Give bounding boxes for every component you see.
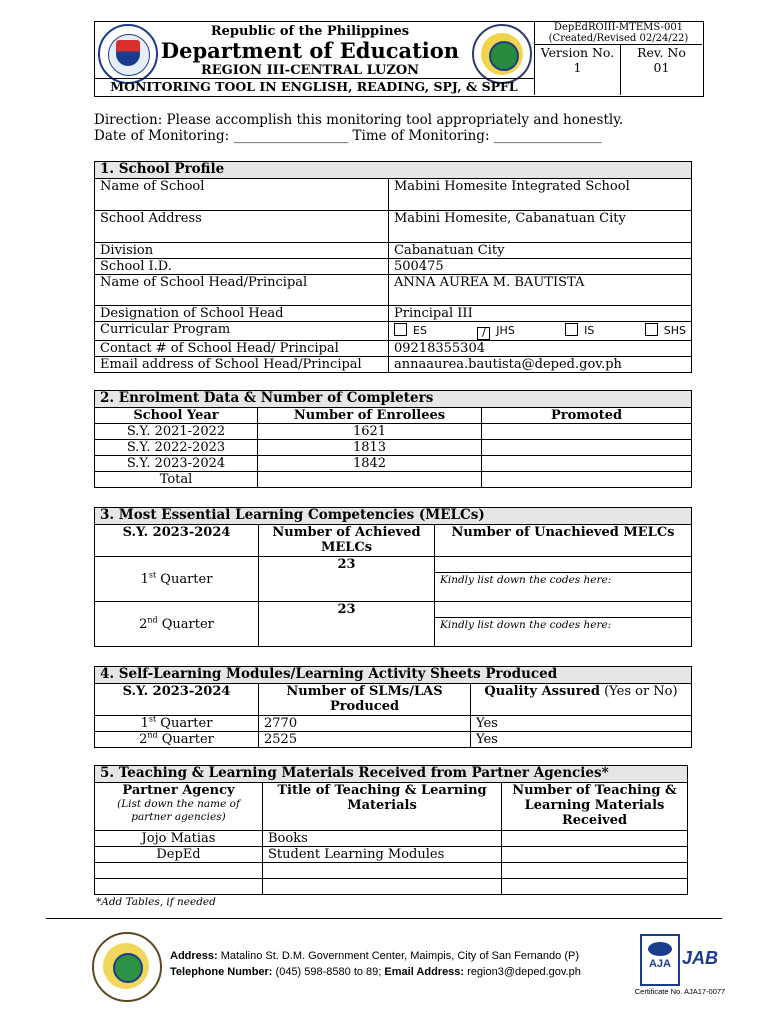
profile-value: Cabanatuan City <box>389 243 692 259</box>
column-header: S.Y. 2023-2024 <box>95 684 259 716</box>
checkbox-jhs[interactable]: / <box>477 327 490 340</box>
profile-label: Contact # of School Head/ Principal <box>95 341 389 357</box>
header-republic: Republic of the Philippines <box>210 24 410 39</box>
profile-label: School Address <box>95 211 389 243</box>
column-header: Number of SLMs/LAS Produced <box>259 684 471 716</box>
quality-assured-hint: (Yes or No) <box>599 684 678 699</box>
address-label: Address: <box>170 950 218 962</box>
enrollees-cell: 1813 <box>258 440 482 456</box>
enrollees-cell: 1842 <box>258 456 482 472</box>
codes-note[interactable]: Kindly list down the codes here: <box>435 618 692 647</box>
slm-count-cell: 2525 <box>259 732 471 748</box>
profile-value: 09218355304 <box>389 341 692 357</box>
title-cell: Books <box>263 831 502 847</box>
slm-table <box>94 666 692 748</box>
aja-cert-logo-icon <box>640 934 680 986</box>
option-es[interactable] <box>394 323 427 340</box>
profile-value: ANNA AUREA M. BAUTISTA <box>389 275 692 306</box>
quarter-cell <box>95 602 259 647</box>
option-label: SHS <box>663 324 686 337</box>
quarter-number: 1 <box>140 571 149 587</box>
column-header: Promoted <box>482 408 692 424</box>
deped-footer-seal-icon <box>92 932 162 1002</box>
agency-cell[interactable] <box>95 879 263 895</box>
agency-cell: DepEd <box>95 847 263 863</box>
option-label: ES <box>413 324 427 337</box>
partner-agency-header: Partner Agency <box>122 783 235 798</box>
column-header: School Year <box>95 408 258 424</box>
promoted-cell[interactable] <box>482 424 692 440</box>
option-is[interactable] <box>565 323 594 340</box>
profile-label: Name of School Head/Principal <box>95 275 389 306</box>
quarter-suffix: st <box>148 570 157 580</box>
qa-cell: Yes <box>471 716 692 732</box>
quarter-number: 2 <box>139 616 148 632</box>
quarter-word: Quarter <box>156 571 213 587</box>
section-heading: 4. Self-Learning Modules/Learning Activity Sheets Produced <box>95 667 692 684</box>
version-value: 1 <box>573 60 582 75</box>
header-department: Department of Education <box>160 38 460 63</box>
agency-cell: Jojo Matias <box>95 831 263 847</box>
option-shs[interactable] <box>645 323 686 340</box>
promoted-cell[interactable] <box>482 440 692 456</box>
footer-divider <box>46 918 722 919</box>
column-header <box>95 783 263 831</box>
title-cell[interactable] <box>263 879 502 895</box>
version-block <box>535 45 620 75</box>
title-cell: Student Learning Modules <box>263 847 502 863</box>
profile-label: Curricular Program <box>95 322 389 341</box>
achieved-cell: 23 <box>259 557 435 602</box>
quarter-cell <box>95 716 259 732</box>
quarter-number: 2 <box>139 732 148 747</box>
checkbox-es[interactable] <box>394 323 407 336</box>
doc-created: (Created/Revised 02/24/22) <box>548 33 689 44</box>
column-header: Number of Unachieved MELCs <box>435 525 692 557</box>
column-header: Title of Teaching & Learning Materials <box>263 783 502 831</box>
column-header: Number of Achieved MELCs <box>259 525 435 557</box>
email-label: Email Address: <box>384 966 465 978</box>
profile-value: annaaurea.bautista@deped.gov.ph <box>389 357 692 373</box>
quarter-suffix: st <box>148 715 157 724</box>
quarter-word: Quarter <box>157 732 214 747</box>
year-cell: S.Y. 2023-2024 <box>95 456 258 472</box>
option-label: JHS <box>496 324 515 337</box>
checkbox-shs[interactable] <box>645 323 658 336</box>
option-jhs[interactable] <box>477 323 515 340</box>
monitoring-date-time: Date of Monitoring: _________________ Time of Monitoring: ________________ <box>94 128 602 144</box>
count-cell[interactable] <box>502 831 688 847</box>
footer-contact <box>170 966 581 978</box>
materials-table <box>94 765 688 895</box>
add-tables-note: *Add Tables, if needed <box>96 896 216 908</box>
revision-label: Rev. No <box>637 45 686 60</box>
certificate-number: Certificate No. AJA17-0077 <box>634 987 726 996</box>
doc-code-block <box>535 22 702 44</box>
region-seal-icon <box>472 24 532 84</box>
quarter-cell <box>95 732 259 748</box>
profile-label: Designation of School Head <box>95 306 389 322</box>
profile-label: Email address of School Head/Principal <box>95 357 389 373</box>
school-profile-table <box>94 161 692 373</box>
jab-accreditation-logo-icon <box>680 934 720 982</box>
section-heading: 5. Teaching & Learning Materials Received from Partner Agencies* <box>95 766 688 783</box>
partner-agency-note: (List down the name of partner agencies) <box>117 798 240 823</box>
count-cell[interactable] <box>502 847 688 863</box>
enrolment-table <box>94 390 692 488</box>
profile-label: School I.D. <box>95 259 389 275</box>
email-value: region3@deped.gov.ph <box>464 966 581 978</box>
title-cell[interactable] <box>263 863 502 879</box>
address-value: Matalino St. D.M. Government Center, Maimpis, City of San Fernando (P) <box>217 950 579 962</box>
codes-note[interactable]: Kindly list down the codes here: <box>435 573 692 602</box>
profile-value: Principal III <box>389 306 692 322</box>
quarter-suffix: nd <box>147 731 158 740</box>
deped-seal-icon <box>98 24 158 84</box>
melcs-table <box>94 507 692 647</box>
direction-text: Direction: Please accomplish this monitoring tool appropriately and honestly. <box>94 112 624 128</box>
quarter-number: 1 <box>140 716 149 731</box>
profile-value: 500475 <box>389 259 692 275</box>
curricular-options <box>389 322 692 341</box>
profile-value: Mabini Homesite, Cabanatuan City <box>389 211 692 243</box>
profile-label: Division <box>95 243 389 259</box>
total-label: Total <box>95 472 258 488</box>
year-cell: S.Y. 2021-2022 <box>95 424 258 440</box>
quarter-word: Quarter <box>157 616 214 632</box>
section-heading: 3. Most Essential Learning Competencies (MELCs) <box>95 508 692 525</box>
quarter-word: Quarter <box>156 716 213 731</box>
qa-cell: Yes <box>471 732 692 748</box>
achieved-cell: 23 <box>259 602 435 647</box>
doc-code: DepEdROIII-MTEMS-001 <box>553 22 684 33</box>
column-header <box>471 684 692 716</box>
promoted-cell[interactable] <box>482 472 692 488</box>
aja-logo-text: AJA <box>648 958 671 970</box>
promoted-cell[interactable] <box>482 456 692 472</box>
revision-block <box>621 45 702 75</box>
column-header: Number of Enrollees <box>258 408 482 424</box>
section-heading: 1. School Profile <box>95 162 692 179</box>
quality-assured-label: Quality Assured <box>484 684 600 699</box>
agency-cell[interactable] <box>95 863 263 879</box>
column-header: Number of Teaching & Learning Materials Received <box>502 783 688 831</box>
phone-label: Telephone Number: <box>170 966 273 978</box>
enrollees-cell: 1621 <box>258 424 482 440</box>
year-cell: S.Y. 2022-2023 <box>95 440 258 456</box>
footer-address <box>170 950 579 962</box>
option-label: IS <box>584 324 595 337</box>
header-region: REGION III-CENTRAL LUZON <box>200 63 420 78</box>
count-cell[interactable] <box>502 863 688 879</box>
quarter-suffix: nd <box>147 615 158 625</box>
phone-value: (045) 598-8580 to 89; <box>272 966 385 978</box>
count-cell[interactable] <box>502 879 688 895</box>
profile-value: Mabini Homesite Integrated School <box>389 179 692 211</box>
header-title: MONITORING TOOL IN ENGLISH, READING, SPJ, & SPFL <box>110 79 518 94</box>
unachieved-count-cell[interactable] <box>435 557 692 573</box>
section-heading: 2. Enrolment Data & Number of Completers <box>95 391 692 408</box>
slm-count-cell: 2770 <box>259 716 471 732</box>
jab-logo-text: JAB <box>681 948 718 968</box>
quarter-cell <box>95 557 259 602</box>
version-label: Version No. <box>540 45 615 60</box>
revision-value: 01 <box>653 60 670 75</box>
checkbox-is[interactable] <box>565 323 578 336</box>
column-header: S.Y. 2023-2024 <box>95 525 259 557</box>
profile-label: Name of School <box>95 179 389 211</box>
enrollees-cell[interactable] <box>258 472 482 488</box>
unachieved-count-cell[interactable] <box>435 602 692 618</box>
